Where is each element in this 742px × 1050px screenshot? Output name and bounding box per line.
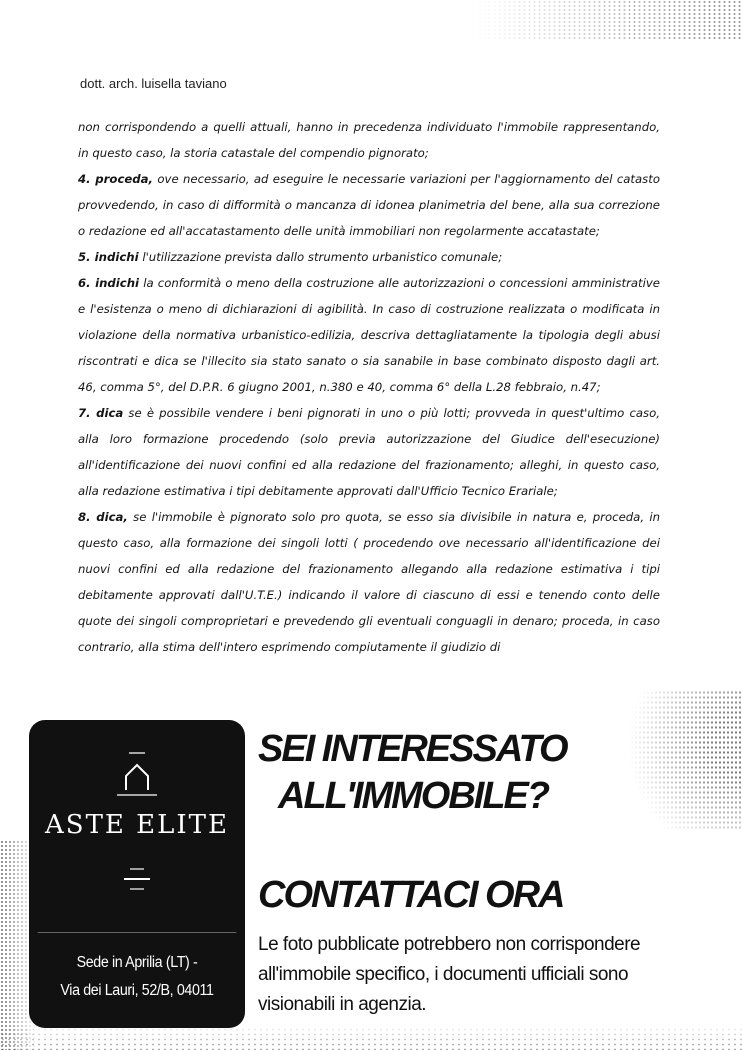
scan-noise-top-right <box>442 0 742 40</box>
paragraph-0: non corrispondendo a quelli attuali, hanno in precedenza individuato l'immobile rappresentando, in questo caso, la storia catastale del compendio pignorato; <box>78 120 660 160</box>
address-line-2: Via dei Lauri, 52/B, 04011 <box>60 982 214 999</box>
headline-line-1: SEI INTERESSATO <box>258 728 567 770</box>
paragraph-item-4: 4. proceda, ove necessario, ad eseguire le necessarie variazioni per l'aggiornamento del catasto provvedendo, in caso di difformità o mancanza di idonea planimetria del bene, alla sua correzione o redazione ed all'accatastamento delle unità immobiliari non regolarmente accatastate; <box>78 172 660 238</box>
document-author: dott. arch. luisella taviano <box>80 76 227 91</box>
agency-logo-block <box>29 720 245 932</box>
photo-disclaimer: Le foto pubblicate potrebbero non corrispondere all'immobile specifico, i documenti ufficiali sono visionabili in agenzia. <box>258 934 641 1015</box>
paragraph-item-5: 5. indichi l'utilizzazione prevista dallo strumento urbanistico comunale; <box>78 250 503 264</box>
document-body <box>78 114 660 708</box>
house-logo-icon <box>117 750 157 800</box>
address-line-1: Sede in Aprilia (LT) - <box>76 954 198 971</box>
scan-noise-right <box>602 690 742 830</box>
contact-cta: CONTATTACI ORA <box>258 874 564 916</box>
paragraph-item-6: 6. indichi la conformità o meno della costruzione alle autorizzazioni o concessioni amministrative e l'esistenza o meno di dichiarazioni di agibilità. In caso di costruzione realizzata o modificata in violazione della normativa urbanistico-edilizia, descriva dettagliatamente la tipologia degli abusi riscontrati e dica se l'illecito sia stato sanato o sia sanabile in base combinato disposto dagli art. 46, comma 5°, del D.P.R. 6 giugno 2001, n.380 e 40, comma 6° della L.28 febbraio, n.47; <box>78 276 660 394</box>
agency-brand: ASTE ELITE <box>44 810 229 840</box>
paragraph-item-7: 7. dica se è possibile vendere i beni pignorati in uno o più lotti; provveda in quest'ultimo caso, alla loro formazione procedendo (solo previa autorizzazione del Giudice dell'esecuzione) all'identificazione dei nuovi confini ed alla redazione del frazionamento; alleghi, in questo caso, alla redazione estimativa i tipi debitamente approvati dall'Ufficio Tecnico Erariale; <box>78 406 660 498</box>
agency-address <box>38 932 237 1028</box>
agency-card <box>29 720 245 1028</box>
headline-line-2: ALL'IMMOBILE? <box>278 775 549 817</box>
logo-ornament-icon <box>122 866 152 892</box>
paragraph-item-8: 8. dica, se l'immobile è pignorato solo pro quota, se esso sia divisibile in natura e, proceda, in questo caso, alla formazione dei singoli lotti ( procedendo ove necessario all'identificazione dei nuovi confini ed alla redazione del frazionamento allegando alla redazione estimativa i tipi debitamente approvati dall'U.T.E.) indicando il valore di ciascuno di essi e tenendo conto delle quote dei singoli comproprietari e prevedendo gli eventuali conguagli in denaro; proceda, in caso contrario, alla stima dell'intero esprimendo compiutamente il giudizio di <box>78 510 660 654</box>
